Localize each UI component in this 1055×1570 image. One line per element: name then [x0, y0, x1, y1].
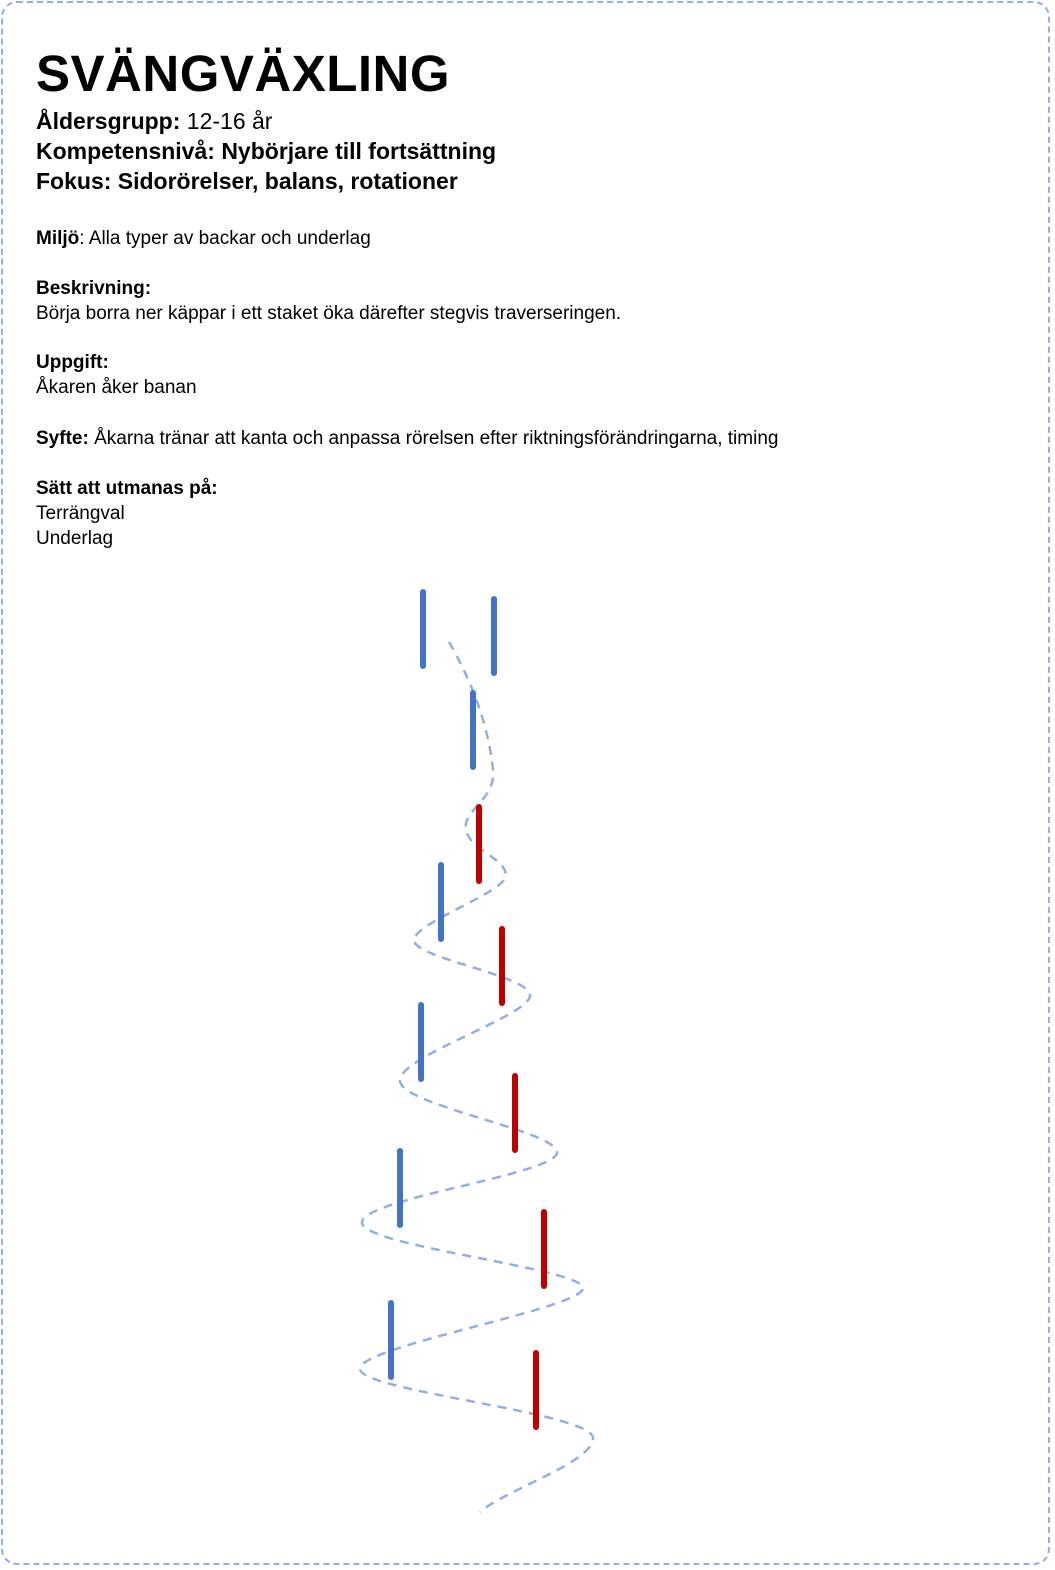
gate-poles: [391, 592, 544, 1427]
challenge-item: Underlag: [36, 528, 114, 549]
task-label: Uppgift:: [36, 352, 109, 373]
focus-text: Fokus: Sidorörelser, balans, rotationer: [36, 168, 458, 194]
task-text: Åkaren åker banan: [36, 377, 197, 398]
task-section: [36, 350, 197, 400]
purpose-text: Åkarna tränar att kanta och anpassa rörelsen efter riktningsförändringarna, timing: [88, 428, 779, 449]
environment-text: : Alla typer av backar och underlag: [79, 228, 371, 249]
purpose-label: Syfte:: [36, 428, 89, 449]
slalom-course-diagram: [0, 570, 1055, 1530]
environment-section: [36, 226, 371, 251]
purpose-section: [36, 426, 778, 451]
exercise-meta: [36, 106, 496, 196]
age-group-label: Åldersgrupp:: [36, 108, 181, 134]
challenge-item: Terrängval: [36, 503, 125, 524]
level-text: Kompetensnivå: Nybörjare till fortsättning: [36, 138, 497, 164]
age-group-row: [36, 106, 496, 136]
environment-label: Miljö: [36, 228, 80, 249]
page-title: SVÄNGVÄXLING: [36, 45, 451, 102]
ski-path: [360, 642, 593, 1512]
age-group-value: 12-16 år: [180, 108, 273, 134]
challenge-label: Sätt att utmanas på:: [36, 478, 218, 499]
description-section: [36, 276, 621, 326]
challenge-section: [36, 476, 218, 551]
description-text: Börja borra ner käppar i ett staket öka därefter stegvis traverseringen.: [36, 303, 622, 324]
description-label: Beskrivning:: [36, 278, 152, 299]
level-row: [36, 136, 496, 166]
focus-row: [36, 166, 496, 196]
